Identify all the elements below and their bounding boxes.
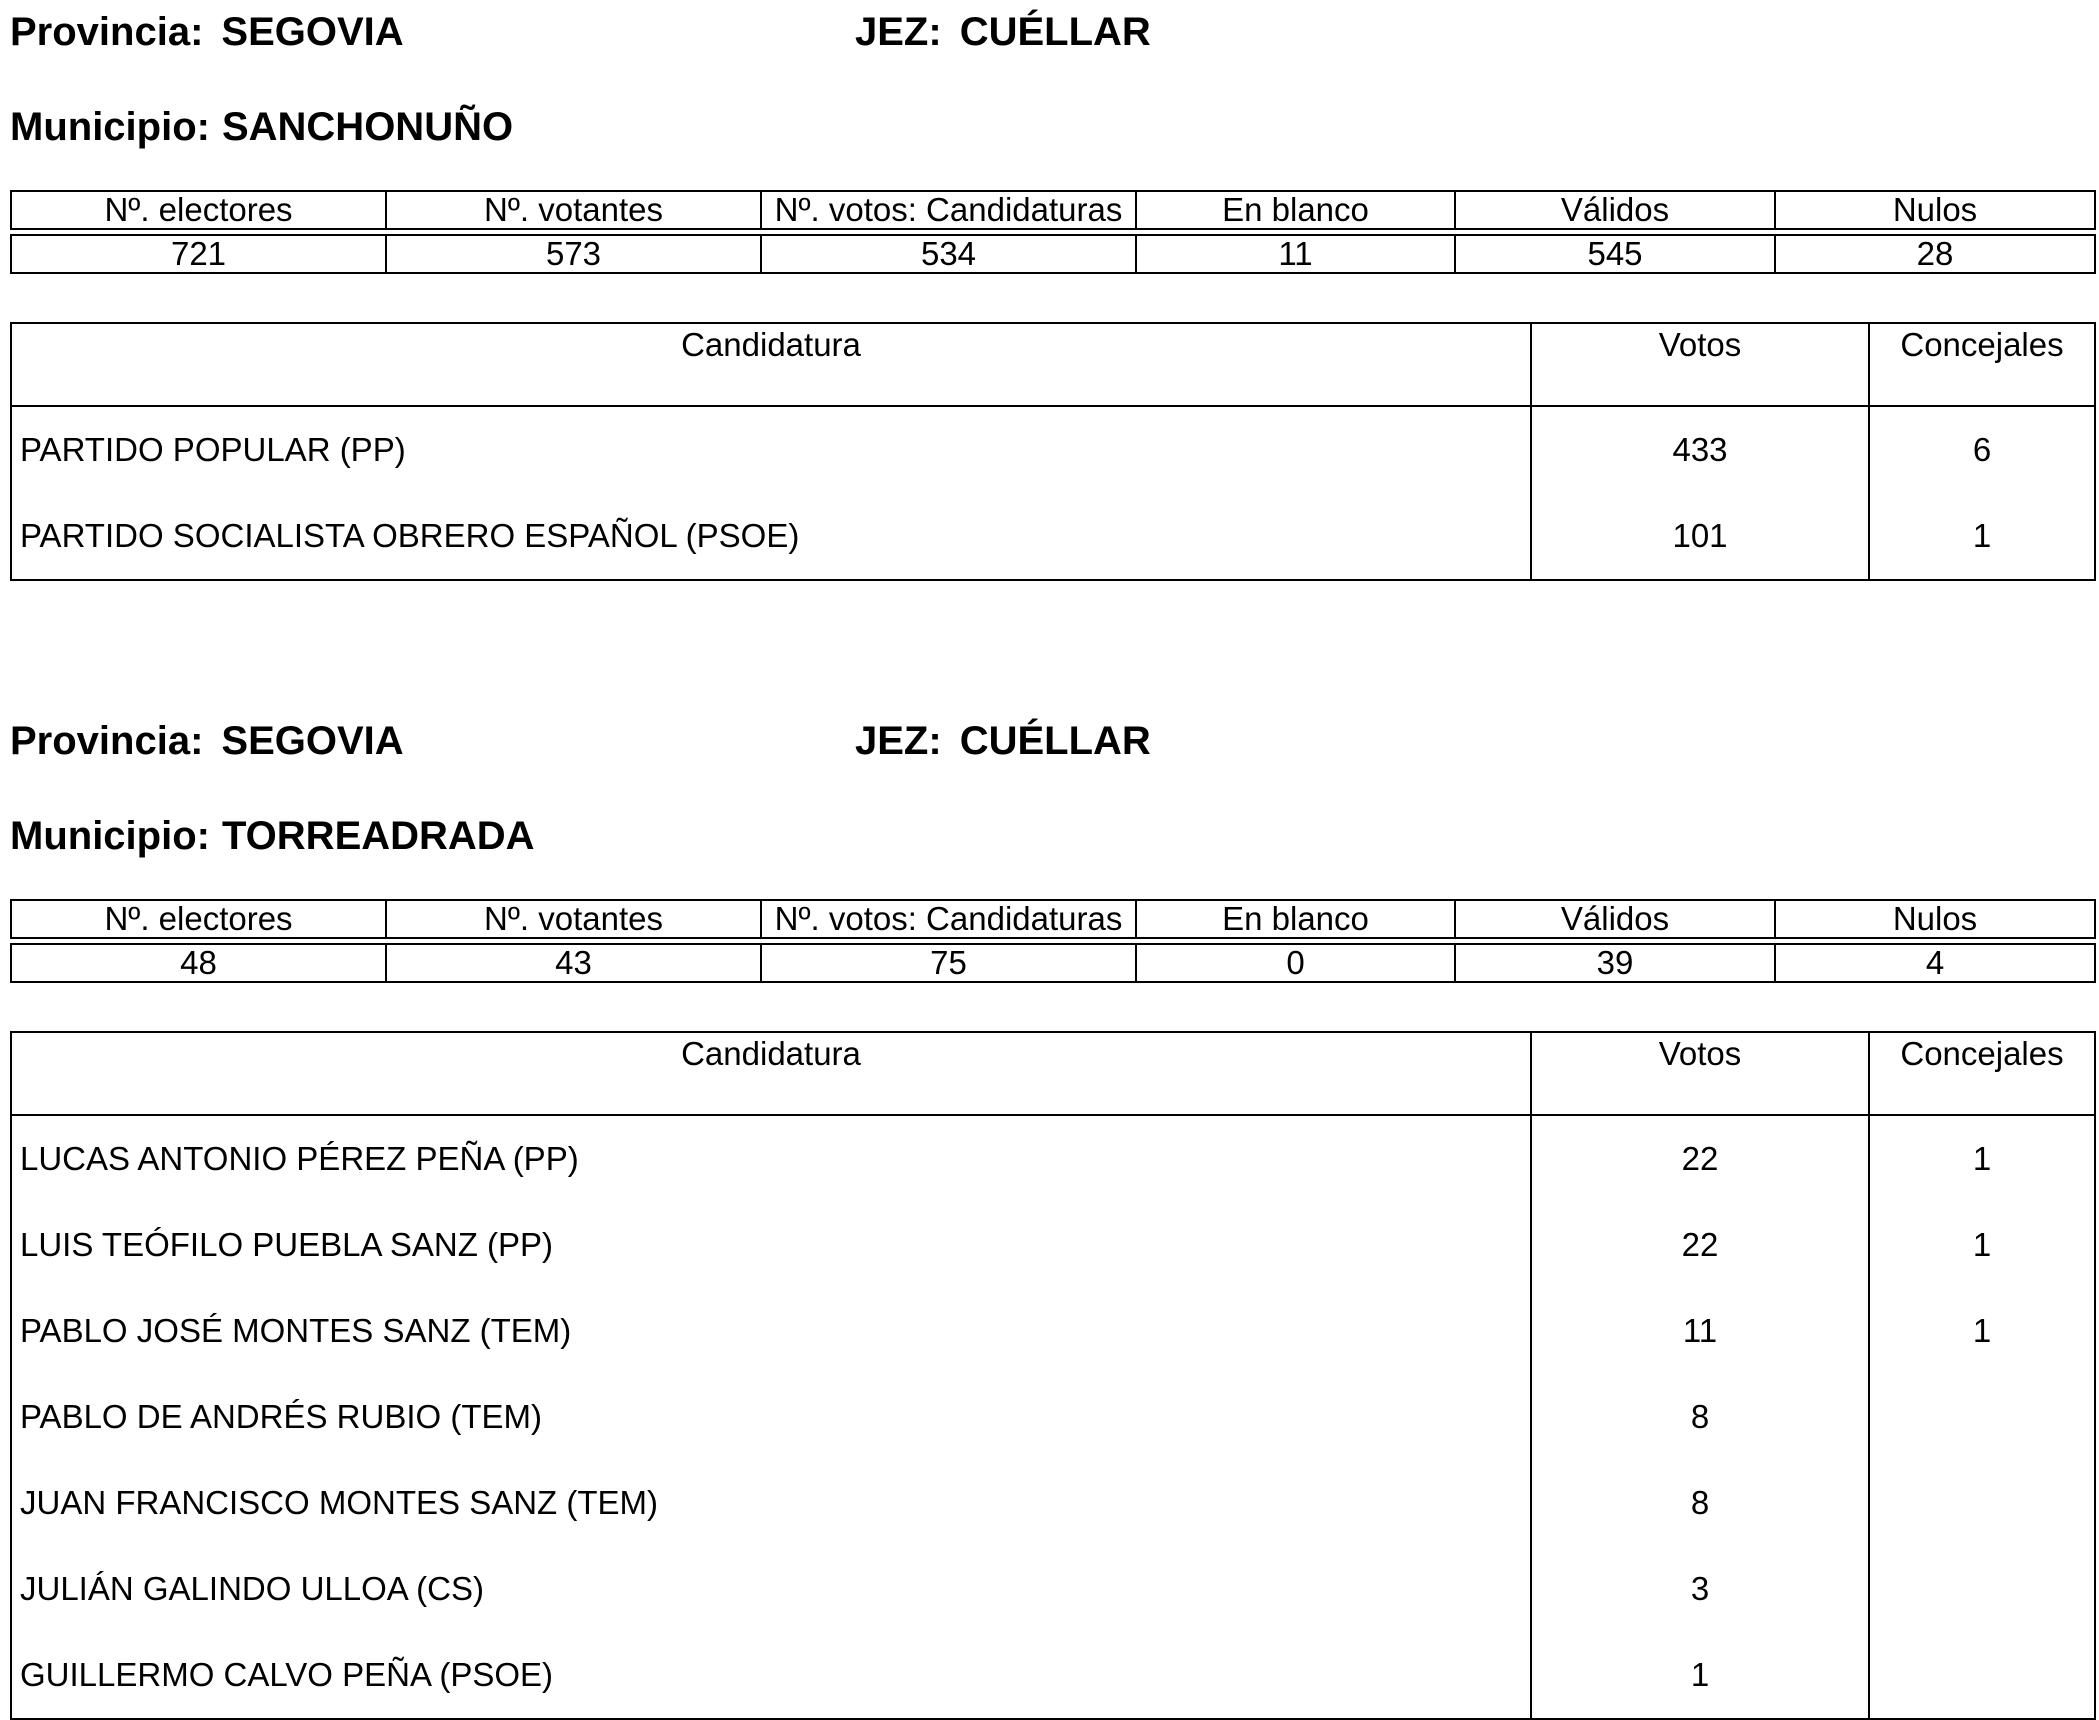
candidate-votos: 11 — [1531, 1288, 1869, 1374]
stats-header-row — [11, 191, 2095, 229]
stat-header-votantes: Nº. votantes — [386, 900, 761, 938]
candidate-name: JULIÁN GALINDO ULLOA (CS) — [20, 1570, 484, 1607]
candidate-name: PARTIDO SOCIALISTA OBRERO ESPAÑOL (PSOE) — [20, 517, 800, 554]
stats-header-row — [11, 900, 2095, 938]
stat-value-electores: 721 — [11, 235, 386, 273]
candidate-votos: 1 — [1531, 1632, 1869, 1719]
votos-header: Votos — [1531, 323, 1869, 406]
candidatura-header: Candidatura — [11, 323, 1531, 406]
candidate-votos: 8 — [1531, 1374, 1869, 1460]
candidate-concejales: 1 — [1869, 1115, 2095, 1202]
candidate-concejales: 1 — [1869, 1288, 2095, 1374]
concejales-header: Concejales — [1869, 323, 2095, 406]
candidate-concejales: 1 — [1869, 493, 2095, 580]
stats-header-table — [10, 899, 2096, 939]
stat-header-votos-candidaturas: Nº. votos: Candidaturas — [761, 191, 1136, 229]
jez-label: JEZ: — [855, 10, 942, 54]
provincia-line — [10, 717, 404, 765]
jez-value: CUÉLLAR — [959, 10, 1151, 54]
candidate-concejales: 6 — [1869, 406, 2095, 493]
stat-header-votantes: Nº. votantes — [386, 191, 761, 229]
municipio-value: TORREADRADA — [221, 814, 535, 858]
candidates-table — [10, 322, 2096, 581]
stat-header-en-blanco: En blanco — [1136, 900, 1455, 938]
provincia-value: SEGOVIA — [221, 719, 404, 763]
candidate-row — [11, 1202, 2095, 1288]
stat-value-nulos: 4 — [1775, 944, 2095, 982]
candidate-name: PARTIDO POPULAR (PP) — [20, 431, 406, 468]
stat-value-nulos: 28 — [1775, 235, 2095, 273]
stat-value-votos-candidaturas: 534 — [761, 235, 1136, 273]
stats-value-table — [10, 234, 2096, 274]
candidate-name: JUAN FRANCISCO MONTES SANZ (TEM) — [20, 1484, 659, 1521]
stat-header-validos: Válidos — [1455, 900, 1775, 938]
provincia-line — [10, 8, 404, 56]
candidate-votos: 101 — [1531, 493, 1869, 580]
candidates-table — [10, 1031, 2096, 1720]
provincia-label: Provincia: — [10, 10, 204, 54]
candidate-concejales: 1 — [1869, 1202, 2095, 1288]
stat-value-votos-candidaturas: 75 — [761, 944, 1136, 982]
stat-header-votos-candidaturas: Nº. votos: Candidaturas — [761, 900, 1136, 938]
candidate-row — [11, 1632, 2095, 1719]
candidate-votos: 3 — [1531, 1546, 1869, 1632]
candidate-row — [11, 493, 2095, 580]
jez-value: CUÉLLAR — [959, 719, 1151, 763]
candidates-header-row — [11, 1032, 2095, 1115]
stats-value-row — [11, 944, 2095, 982]
stat-header-en-blanco: En blanco — [1136, 191, 1455, 229]
jez-label: JEZ: — [855, 719, 942, 763]
stat-value-en-blanco: 0 — [1136, 944, 1455, 982]
candidate-concejales — [1869, 1374, 2095, 1460]
candidate-row — [11, 1115, 2095, 1202]
stat-value-validos: 39 — [1455, 944, 1775, 982]
votos-header: Votos — [1531, 1032, 1869, 1115]
candidates-header-row — [11, 323, 2095, 406]
candidate-concejales — [1869, 1460, 2095, 1546]
concejales-header: Concejales — [1869, 1032, 2095, 1115]
provincia-label: Provincia: — [10, 719, 204, 763]
municipio-label: Municipio: — [10, 105, 210, 149]
candidate-name: LUCAS ANTONIO PÉREZ PEÑA (PP) — [20, 1140, 579, 1177]
stats-value-row — [11, 235, 2095, 273]
candidate-votos: 8 — [1531, 1460, 1869, 1546]
jez-line — [855, 8, 1151, 56]
candidate-name: PABLO JOSÉ MONTES SANZ (TEM) — [20, 1312, 572, 1349]
stat-header-nulos: Nulos — [1775, 191, 2095, 229]
candidate-row — [11, 1460, 2095, 1546]
stat-header-validos: Válidos — [1455, 191, 1775, 229]
candidate-votos: 22 — [1531, 1202, 1869, 1288]
candidate-concejales — [1869, 1632, 2095, 1719]
candidatura-header: Candidatura — [11, 1032, 1531, 1115]
candidate-row — [11, 1288, 2095, 1374]
municipio-line — [10, 103, 513, 151]
provincia-value: SEGOVIA — [221, 10, 404, 54]
stats-value-table — [10, 943, 2096, 983]
candidate-votos: 433 — [1531, 406, 1869, 493]
stat-header-electores: Nº. electores — [11, 900, 386, 938]
municipio-line — [10, 812, 535, 860]
jez-line — [855, 717, 1151, 765]
candidate-row — [11, 1374, 2095, 1460]
stat-value-validos: 545 — [1455, 235, 1775, 273]
candidate-row — [11, 1546, 2095, 1632]
candidate-name: PABLO DE ANDRÉS RUBIO (TEM) — [20, 1398, 542, 1435]
candidate-name: GUILLERMO CALVO PEÑA (PSOE) — [20, 1656, 554, 1693]
candidate-name: LUIS TEÓFILO PUEBLA SANZ (PP) — [20, 1226, 554, 1263]
stat-value-electores: 48 — [11, 944, 386, 982]
municipio-value: SANCHONUÑO — [221, 105, 514, 149]
stat-value-votantes: 573 — [386, 235, 761, 273]
stat-header-nulos: Nulos — [1775, 900, 2095, 938]
stat-value-en-blanco: 11 — [1136, 235, 1455, 273]
stats-header-table — [10, 190, 2096, 230]
stat-header-electores: Nº. electores — [11, 191, 386, 229]
stat-value-votantes: 43 — [386, 944, 761, 982]
municipio-label: Municipio: — [10, 814, 210, 858]
candidate-row — [11, 406, 2095, 493]
candidate-concejales — [1869, 1546, 2095, 1632]
candidate-votos: 22 — [1531, 1115, 1869, 1202]
